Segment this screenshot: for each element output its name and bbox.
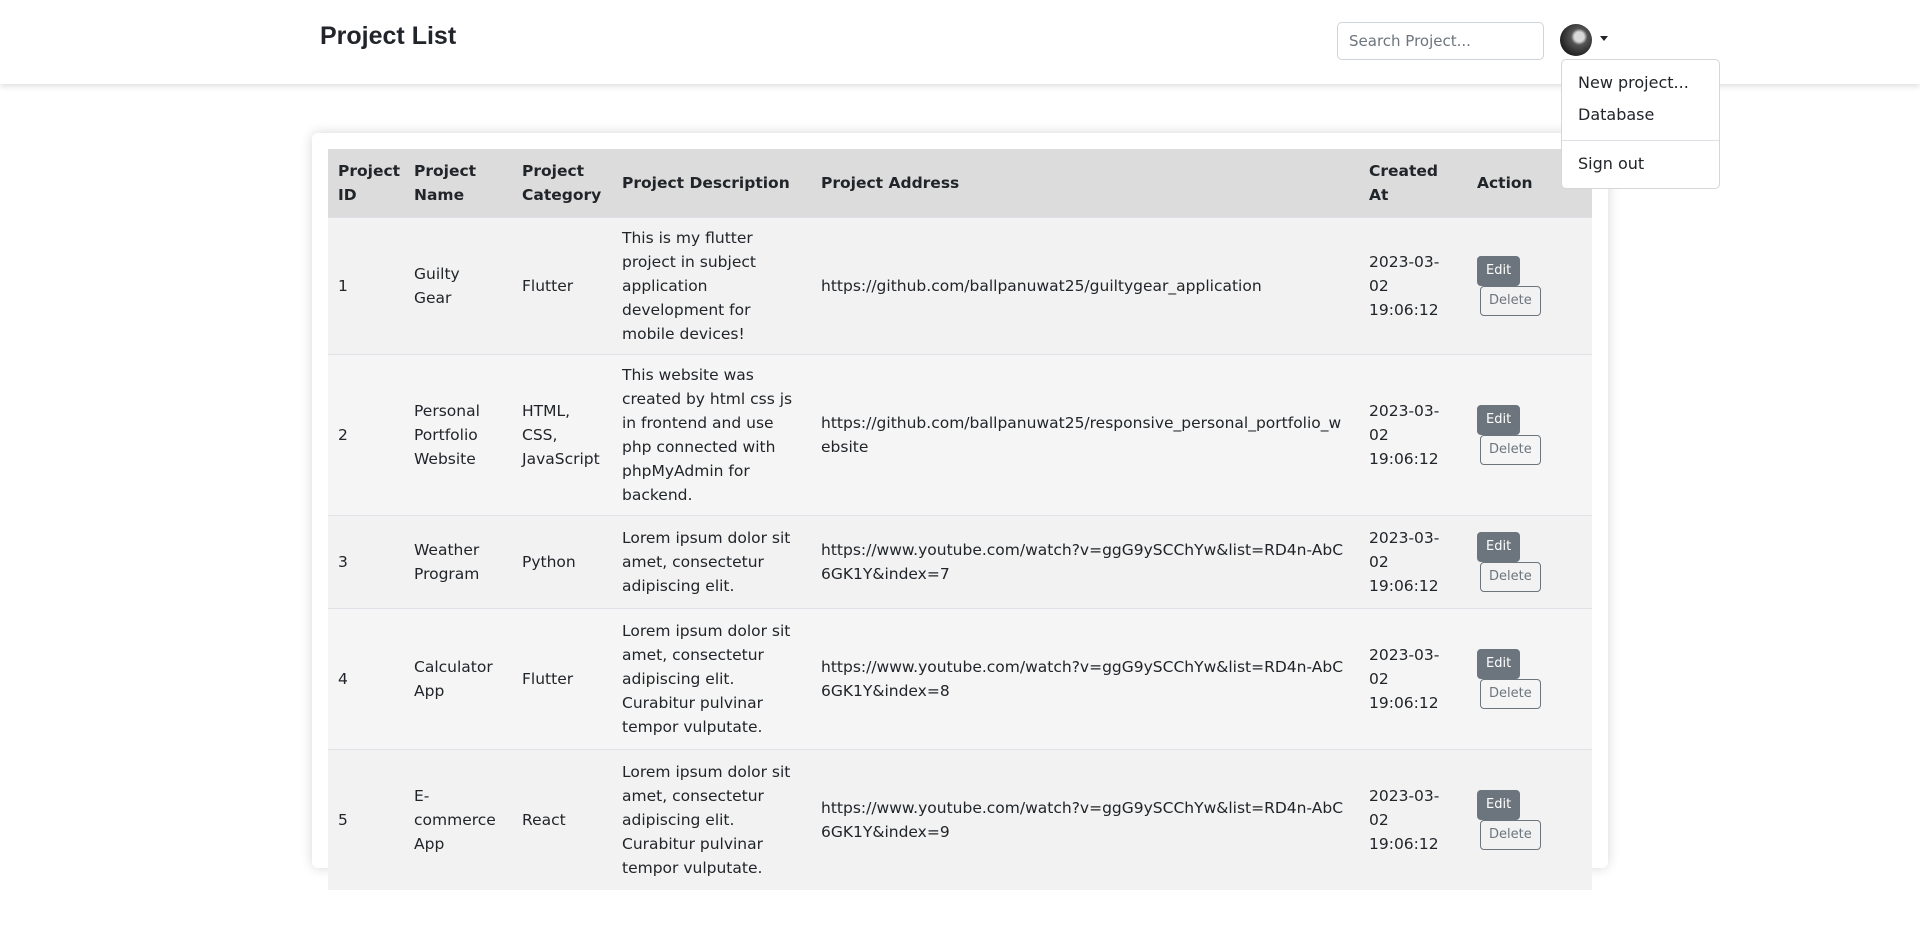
table-row bbox=[328, 608, 1592, 749]
table-row bbox=[328, 217, 1592, 354]
delete-button[interactable]: Delete bbox=[1480, 286, 1541, 316]
cell-description: This is my flutter project in subject application development for mobile devices! bbox=[612, 217, 811, 354]
cell-address: https://github.com/ballpanuwat25/responsive_personal_portfolio_website bbox=[811, 354, 1359, 515]
cell-id: 3 bbox=[328, 515, 404, 608]
cell-address: https://github.com/ballpanuwat25/guiltygear_application bbox=[811, 217, 1359, 354]
table-header-row bbox=[328, 149, 1592, 217]
column-header: Project Category bbox=[512, 149, 612, 217]
cell-id: 4 bbox=[328, 608, 404, 749]
page-title: Project List bbox=[320, 22, 457, 50]
column-header: Project Name bbox=[404, 149, 512, 217]
cell-created: 2023-03-02 19:06:12 bbox=[1359, 749, 1467, 890]
menu-divider bbox=[1562, 140, 1719, 141]
cell-created: 2023-03-02 19:06:12 bbox=[1359, 217, 1467, 354]
menu-item-database[interactable]: Database bbox=[1578, 105, 1655, 124]
cell-actions bbox=[1467, 217, 1592, 354]
search-input[interactable] bbox=[1337, 22, 1544, 60]
user-dropdown-menu bbox=[1561, 59, 1720, 189]
cell-category: HTML, CSS, JavaScript bbox=[512, 354, 612, 515]
cell-actions bbox=[1467, 354, 1592, 515]
cell-id: 1 bbox=[328, 217, 404, 354]
cell-category: Flutter bbox=[512, 608, 612, 749]
edit-button[interactable]: Edit bbox=[1477, 256, 1520, 286]
cell-created: 2023-03-02 19:06:12 bbox=[1359, 354, 1467, 515]
cell-category: Python bbox=[512, 515, 612, 608]
cell-created: 2023-03-02 19:06:12 bbox=[1359, 515, 1467, 608]
cell-address: https://www.youtube.com/watch?v=ggG9ySCChYw&list=RD4n-AbC6GK1Y&index=8 bbox=[811, 608, 1359, 749]
edit-button[interactable]: Edit bbox=[1477, 405, 1520, 435]
caret-down-icon[interactable] bbox=[1600, 36, 1608, 41]
cell-name: E-commerce App bbox=[404, 749, 512, 890]
cell-actions bbox=[1467, 749, 1592, 890]
delete-button[interactable]: Delete bbox=[1480, 435, 1541, 465]
column-header: Action bbox=[1467, 149, 1592, 217]
cell-created: 2023-03-02 19:06:12 bbox=[1359, 608, 1467, 749]
column-header: Project Description bbox=[612, 149, 811, 217]
delete-button[interactable]: Delete bbox=[1480, 679, 1541, 709]
edit-button[interactable]: Edit bbox=[1477, 532, 1520, 562]
column-header: Created At bbox=[1359, 149, 1467, 217]
cell-name: Personal Portfolio Website bbox=[404, 354, 512, 515]
delete-button[interactable]: Delete bbox=[1480, 820, 1541, 850]
cell-name: Weather Program bbox=[404, 515, 512, 608]
cell-id: 2 bbox=[328, 354, 404, 515]
cell-category: Flutter bbox=[512, 217, 612, 354]
cell-name: Calculator App bbox=[404, 608, 512, 749]
cell-description: Lorem ipsum dolor sit amet, consectetur adipiscing elit. Curabitur pulvinar tempor vulputate. bbox=[612, 749, 811, 890]
project-table bbox=[328, 149, 1592, 890]
cell-address: https://www.youtube.com/watch?v=ggG9ySCChYw&list=RD4n-AbC6GK1Y&index=7 bbox=[811, 515, 1359, 608]
cell-name: Guilty Gear bbox=[404, 217, 512, 354]
cell-address: https://www.youtube.com/watch?v=ggG9ySCChYw&list=RD4n-AbC6GK1Y&index=9 bbox=[811, 749, 1359, 890]
cell-actions bbox=[1467, 515, 1592, 608]
project-table-card bbox=[312, 133, 1608, 877]
avatar[interactable] bbox=[1560, 24, 1592, 56]
edit-button[interactable]: Edit bbox=[1477, 649, 1520, 679]
cell-category: React bbox=[512, 749, 612, 890]
menu-item-sign-out[interactable]: Sign out bbox=[1578, 154, 1645, 173]
user-menu-toggle[interactable] bbox=[1560, 24, 1610, 58]
table-row bbox=[328, 354, 1592, 515]
cell-id: 5 bbox=[328, 749, 404, 890]
column-header: Project ID bbox=[328, 149, 404, 217]
menu-item-new-project[interactable]: New project... bbox=[1578, 73, 1689, 92]
table-row bbox=[328, 515, 1592, 608]
edit-button[interactable]: Edit bbox=[1477, 790, 1520, 820]
cell-description: Lorem ipsum dolor sit amet, consectetur adipiscing elit. Curabitur pulvinar tempor vulputate. bbox=[612, 608, 811, 749]
delete-button[interactable]: Delete bbox=[1480, 562, 1541, 592]
cell-description: This website was created by html css js in frontend and use php connected with phpMyAdmin for backend. bbox=[612, 354, 811, 515]
table-row bbox=[328, 749, 1592, 890]
column-header: Project Address bbox=[811, 149, 1359, 217]
cell-description: Lorem ipsum dolor sit amet, consectetur adipiscing elit. bbox=[612, 515, 811, 608]
cell-actions bbox=[1467, 608, 1592, 749]
